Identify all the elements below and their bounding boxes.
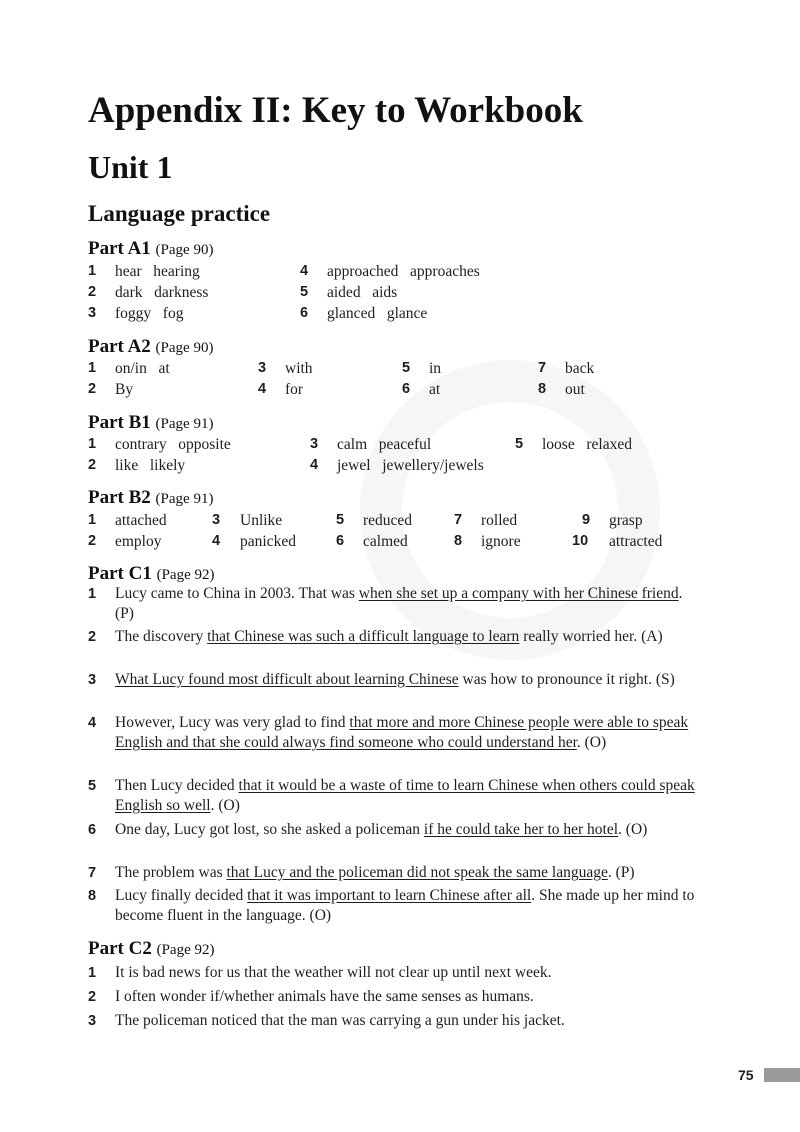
answer-number: 3 [88,672,97,688]
answer-text: calm peaceful [337,436,432,453]
answer-sentence: I often wonder if/whether animals have the same senses as humans. [115,988,534,1005]
page-number: 75 [738,1067,754,1083]
answer-text: like likely [115,457,186,474]
part-b2-page: (Page 91) [155,491,214,507]
unit-heading: Unit 1 [88,149,173,185]
answer-number: 1 [88,436,97,452]
answer-text: foggy fog [115,305,184,322]
answer-text: panicked [240,533,296,550]
answer-sentence: Then Lucy decided that it would be a waste of time to learn Chinese when others could speak English so well. (O) [115,777,695,814]
answer-number: 8 [454,533,463,549]
answer-text: on/in at [115,360,170,377]
answer-number: 4 [258,381,267,397]
answer-number: 3 [88,1013,97,1029]
answer-text: employ [115,533,162,550]
answer-text: By [115,381,134,398]
answer-number: 1 [88,965,97,981]
answer-text: aided aids [327,284,398,301]
part-b2-heading [88,486,213,511]
answer-number: 6 [88,822,97,838]
answer-number: 7 [88,865,97,881]
answer-text: jewel jewellery/jewels [337,457,484,474]
answer-text: for [285,381,304,398]
answer-text: dark darkness [115,284,209,301]
part-c1-page: (Page 92) [156,567,215,583]
answer-number: 4 [212,533,221,549]
answer-number: 5 [515,436,524,452]
part-b2-name: Part B2 [88,487,151,508]
answer-text: hear hearing [115,263,200,280]
page-number-bar [764,1068,800,1082]
answer-number: 10 [572,533,589,549]
answer-number: 6 [336,533,345,549]
answer-sentence: One day, Lucy got lost, so she asked a policeman if he could take her to her hotel. (O) [115,821,648,838]
answer-sentence: What Lucy found most difficult about learning Chinese was how to pronounce it right. (S) [115,671,675,688]
answer-number: 3 [212,512,221,528]
section-heading: Language practice [88,201,271,226]
answer-number: 5 [336,512,345,528]
part-c2-name: Part C2 [88,938,152,959]
answer-number: 3 [258,360,267,376]
answer-text: ignore [481,533,521,550]
answer-number: 2 [88,533,97,549]
answer-sentence: The policeman noticed that the man was carrying a gun under his jacket. [115,1012,565,1029]
answer-number: 2 [88,457,97,473]
answer-number: 8 [88,888,97,904]
part-c1-name: Part C1 [88,563,152,584]
answer-number: 1 [88,360,97,376]
part-c2-page: (Page 92) [156,942,215,958]
answer-sentence: The discovery that Chinese was such a difficult language to learn really worried her. (A) [115,628,663,645]
answer-text: attached [115,512,167,529]
answer-text: grasp [609,512,643,529]
answer-sentence: However, Lucy was very glad to find that more and more Chinese people were able to speak English and that she could always find someone who could understand her. (O) [115,714,689,751]
part-a2-name: Part A2 [88,336,151,357]
answer-sentence: Lucy finally decided that it was important to learn Chinese after all. She made up her mind to become fluent in the language. (O) [115,887,695,924]
answer-text: calmed [363,533,408,550]
answer-text: glanced glance [327,305,428,322]
answer-text: out [565,381,585,398]
answer-text: at [429,381,441,398]
answer-sentence: Lucy came to China in 2003. That was when she set up a company with her Chinese friend. (P) [115,585,683,622]
answer-number: 5 [402,360,411,376]
answer-number: 4 [310,457,319,473]
part-a1-heading [88,237,213,262]
answer-number: 4 [88,715,97,731]
part-a2-heading [88,335,213,360]
answer-text: rolled [481,512,518,529]
answer-number: 8 [538,381,547,397]
answer-number: 2 [88,989,97,1005]
part-b1-page: (Page 91) [155,416,214,432]
answer-number: 7 [454,512,463,528]
answer-text: back [565,360,595,377]
answer-number: 6 [402,381,411,397]
answer-text: reduced [363,512,413,529]
answer-number: 5 [88,778,97,794]
part-a1-name: Part A1 [88,238,151,259]
appendix-title: Appendix II: Key to Workbook [88,90,583,131]
answer-text: with [285,360,313,377]
part-c2-heading [88,937,215,962]
part-b1-name: Part B1 [88,412,151,433]
part-b1-heading [88,411,213,436]
answer-sentence: The problem was that Lucy and the policeman did not speak the same language. (P) [115,864,635,881]
answer-number: 6 [300,305,309,321]
answer-number: 7 [538,360,547,376]
answer-number: 3 [310,436,319,452]
answer-number: 5 [300,284,309,300]
answer-number: 2 [88,381,97,397]
answer-number: 9 [582,512,591,528]
answer-number: 4 [300,263,309,279]
answer-number: 1 [88,586,97,602]
answer-sentence: It is bad news for us that the weather will not clear up until next week. [115,964,552,981]
part-a2-page: (Page 90) [155,340,214,356]
part-a1-page: (Page 90) [155,242,214,258]
answer-number: 3 [88,305,97,321]
answer-number: 1 [88,512,97,528]
answer-text: approached approaches [327,263,480,280]
answer-text: loose relaxed [542,436,632,453]
answer-text: attracted [609,533,663,550]
answer-number: 2 [88,629,97,645]
answer-number: 1 [88,263,97,279]
answer-number: 2 [88,284,97,300]
answer-text: Unlike [240,512,283,529]
answer-text: contrary opposite [115,436,231,453]
answer-text: in [429,360,442,377]
